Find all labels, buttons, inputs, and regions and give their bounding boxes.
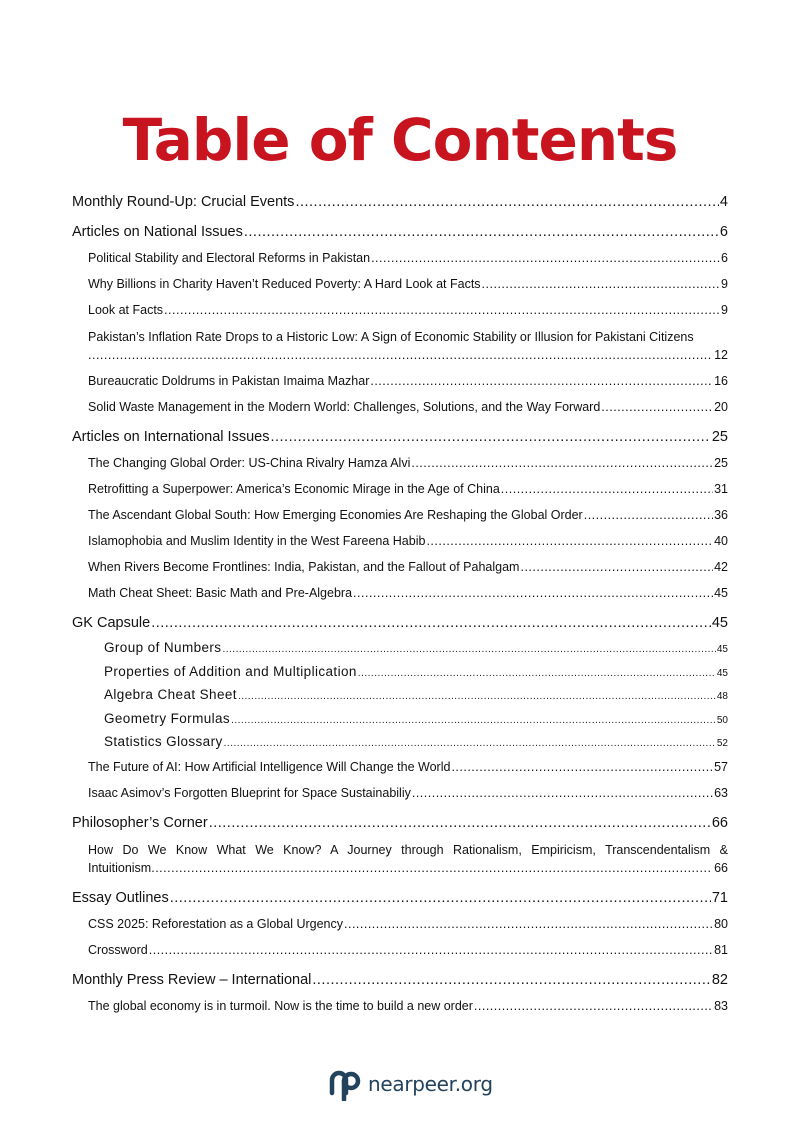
- toc-entry-title: Math Cheat Sheet: Basic Math and Pre-Algebra: [88, 586, 353, 600]
- toc-page-number: 45: [714, 586, 728, 600]
- toc-entry-title: Monthly Press Review – International: [72, 971, 312, 988]
- toc-entry[interactable]: [72, 937, 728, 963]
- toc-leader-dots: [149, 937, 713, 963]
- toc-entry-title: Retrofitting a Superpower: America’s Economic Mirage in the Age of China: [88, 482, 500, 496]
- toc-page-number: 71: [711, 889, 728, 906]
- toc-leader-dots: [270, 424, 710, 450]
- toc-page-number: 45: [716, 667, 728, 679]
- toc-page-number: 9: [721, 277, 728, 291]
- toc-leader-dots: [151, 610, 711, 636]
- toc-entry[interactable]: [72, 911, 728, 937]
- toc-entry[interactable]: [72, 707, 728, 731]
- toc-section[interactable]: [72, 885, 728, 911]
- toc-page-number: 6: [721, 251, 728, 265]
- toc-page-number: 66: [711, 814, 728, 831]
- toc-page-number: 82: [711, 971, 728, 988]
- toc-entry-title: When Rivers Become Frontlines: India, Pakistan, and the Fallout of Pahalgam: [88, 560, 520, 574]
- toc-entry-title: Look at Facts: [88, 303, 164, 317]
- toc-entry-title: Philosopher’s Corner: [72, 814, 208, 831]
- toc-entry-title: The Changing Global Order: US-China Rivalry Hamza Alvi: [88, 456, 411, 470]
- toc-entry[interactable]: [72, 528, 728, 554]
- toc-section[interactable]: [72, 424, 728, 450]
- toc-leader-dots: [353, 580, 713, 606]
- toc-entry[interactable]: [72, 502, 728, 528]
- toc-entry-title: Isaac Asimov’s Forgotten Blueprint for Space Sustainabiliy: [88, 785, 411, 800]
- toc-leader-dots: [426, 528, 713, 554]
- toc-leader-dots: [209, 810, 711, 836]
- toc-page-number: 20: [714, 400, 728, 414]
- toc-leader-dots: [244, 219, 719, 245]
- toc-entry-title: Geometry Formulas: [104, 710, 231, 726]
- toc-entry-title: Algebra Cheat Sheet: [104, 687, 237, 702]
- toc-leader-dots: [584, 502, 713, 528]
- toc-page-number: 63: [714, 785, 728, 800]
- toc-leader-dots: [358, 662, 716, 684]
- toc-entry[interactable]: [72, 754, 728, 780]
- table-of-contents: [72, 189, 728, 1019]
- toc-entry[interactable]: [72, 245, 728, 271]
- toc-page-number: 83: [714, 998, 728, 1013]
- toc-leader-dots: [231, 709, 716, 731]
- toc-leader-dots: [501, 476, 713, 502]
- toc-leader-dots: [520, 554, 713, 580]
- footer-brand: nearpeer.org: [368, 1072, 493, 1096]
- toc-entry-title: Solid Waste Management in the Modern World: Challenges, Solutions, and the Way Forward: [88, 400, 601, 414]
- toc-entry-title: Properties of Addition and Multiplication: [104, 663, 357, 679]
- toc-entry-title: Pakistan’s Inflation Rate Drops to a Historic Low: A Sign of Economic Stability or Illusion for Pakistani Citizens: [88, 330, 694, 344]
- toc-leader-dots: [474, 993, 713, 1019]
- toc-entry-title: The Ascendant Global South: How Emerging Economies Are Reshaping the Global Order: [88, 508, 583, 522]
- toc-page-number: 42: [714, 560, 728, 574]
- toc-entry-title: Statistics Glossary: [104, 734, 223, 749]
- toc-page-number: 12: [714, 348, 728, 362]
- toc-entry[interactable]: [72, 636, 728, 660]
- nearpeer-logo-icon: [328, 1067, 362, 1101]
- toc-page-number: 31: [714, 482, 728, 496]
- toc-leader-dots: [238, 685, 716, 707]
- toc-page-number: 66: [714, 860, 728, 875]
- toc-entry-title: Bureaucratic Doldrums in Pakistan Imaima Mazhar: [88, 374, 370, 388]
- toc-page-number: 25: [711, 429, 728, 445]
- toc-page-number: 40: [714, 534, 728, 548]
- toc-page-number: 16: [714, 374, 728, 388]
- toc-page-number: 45: [716, 644, 728, 655]
- toc-section[interactable]: [72, 810, 728, 836]
- toc-page-number: 36: [714, 508, 728, 522]
- toc-page-number: 4: [719, 194, 728, 210]
- toc-entry[interactable]: [72, 323, 728, 368]
- toc-section[interactable]: [72, 189, 728, 215]
- toc-entry[interactable]: [72, 450, 728, 476]
- toc-entry-title: Essay Outlines: [72, 889, 169, 906]
- toc-leader-dots: [170, 885, 711, 911]
- toc-entry-title: How Do We Know What We Know? A Journey through Rationalism, Empiricism, Transcendentalism &: [88, 842, 728, 857]
- toc-page-number: 52: [716, 738, 728, 749]
- toc-entry[interactable]: [72, 993, 728, 1019]
- toc-entry-title: Group of Numbers: [104, 640, 222, 655]
- toc-page-number: 57: [714, 759, 728, 774]
- toc-entry-title: Political Stability and Electoral Reforms in Pakistan: [88, 251, 371, 265]
- toc-leader-dots: [151, 859, 712, 877]
- toc-entry-title: Monthly Round-Up: Crucial Events: [72, 194, 295, 210]
- toc-entry-title: Articles on National Issues: [72, 224, 243, 240]
- toc-entry[interactable]: [72, 368, 728, 394]
- toc-leader-dots: [411, 450, 713, 476]
- toc-entry[interactable]: [72, 836, 728, 881]
- toc-entry-title: CSS 2025: Reforestation as a Global Urgency: [88, 916, 343, 931]
- toc-entry[interactable]: [72, 554, 728, 580]
- footer-logo[interactable]: [328, 1066, 493, 1102]
- toc-entry[interactable]: [72, 271, 728, 297]
- toc-entry-title-continued: Intuitionism: [88, 860, 152, 875]
- toc-leader-dots: [222, 638, 715, 660]
- toc-leader-dots: [312, 967, 710, 993]
- toc-leader-dots: [412, 780, 713, 806]
- toc-section[interactable]: [72, 610, 728, 636]
- toc-entry-title: The global economy is in turmoil. Now is the time to build a new order: [88, 998, 473, 1013]
- toc-entry[interactable]: [72, 683, 728, 707]
- toc-page-number: 48: [716, 691, 728, 702]
- toc-entry[interactable]: [72, 660, 728, 684]
- toc-entry[interactable]: [72, 297, 728, 323]
- toc-entry[interactable]: [72, 580, 728, 606]
- toc-page-number: 45: [711, 615, 728, 631]
- toc-entry[interactable]: [72, 780, 728, 806]
- toc-entry-title: The Future of AI: How Artificial Intelligence Will Change the World: [88, 759, 451, 774]
- toc-leader-dots: [371, 245, 720, 271]
- toc-entry-title: Crossword: [88, 942, 148, 957]
- toc-leader-dots: [88, 346, 712, 364]
- toc-leader-dots: [344, 911, 713, 937]
- toc-page-number: 50: [716, 714, 728, 726]
- toc-page-number: 9: [721, 303, 728, 317]
- page-title: Table of Contents: [122, 106, 678, 174]
- toc-section[interactable]: [72, 967, 728, 993]
- toc-entry-title: Islamophobia and Muslim Identity in the West Fareena Habib: [88, 534, 426, 548]
- toc-leader-dots: [370, 368, 713, 394]
- toc-entry-title: Articles on International Issues: [72, 429, 270, 445]
- toc-entry-title: GK Capsule: [72, 615, 151, 631]
- toc-leader-dots: [224, 732, 716, 754]
- toc-entry-title: Why Billions in Charity Haven’t Reduced Poverty: A Hard Look at Facts: [88, 277, 481, 291]
- toc-entry[interactable]: [72, 730, 728, 754]
- toc-entry[interactable]: [72, 394, 728, 420]
- toc-leader-dots: [164, 297, 720, 323]
- toc-entry[interactable]: [72, 476, 728, 502]
- toc-leader-dots: [451, 754, 713, 780]
- toc-page-number: 81: [714, 942, 728, 957]
- toc-leader-dots: [295, 189, 718, 215]
- toc-page-number: 25: [714, 456, 728, 470]
- toc-leader-dots: [601, 394, 713, 420]
- toc-page-number: 6: [719, 224, 728, 240]
- toc-section[interactable]: [72, 219, 728, 245]
- toc-page-number: 80: [714, 916, 728, 931]
- toc-leader-dots: [482, 271, 721, 297]
